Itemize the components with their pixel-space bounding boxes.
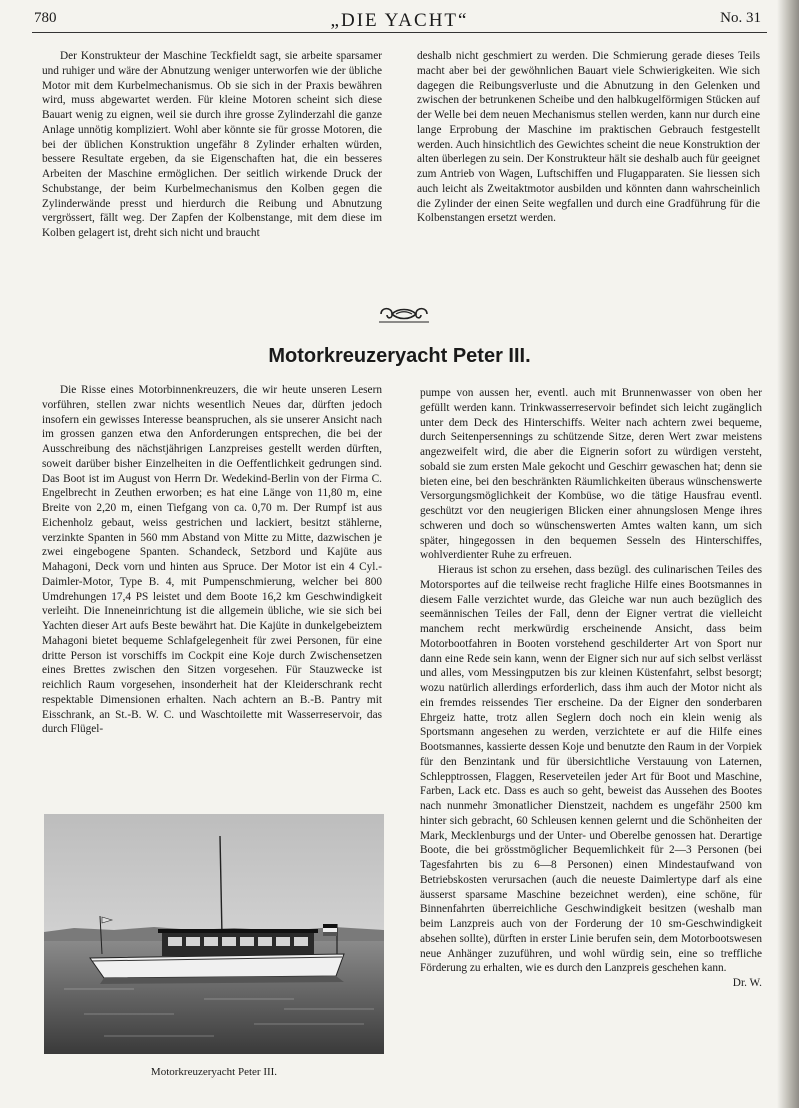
prev-article-left-column: [42, 49, 382, 241]
paragraph: Der Konstrukteur der Maschine Teckfieldt sagt, sie arbeite sparsamer und ruhiger und wäre der Abnutzung weniger unterworfen wie der übliche Motor mit dem Kurbelmechanismus. Ob sie sich in der Praxis bewähren wird, muss abgewartet werden. Für kleine Motoren scheint sich diese Bauart wenig zu eignen, weil sie durch ihre grosse Zylinderzahl die ganze Anlage unnötig kompliziert. Wohl aber könnte sie für grosse Motoren, die bei der üblichen Konstruktion ungefähr 8 Zylinder erhalten würden, bessere Resultate ergeben, da sie Eigenschaften hat, die ein besseres Arbeiten der Maschine ermöglichen. Der seitlich wirkende Druck der Schubstange, der beim Kurbelmechanismus den Kolben gegen die Zylinderwände presst und hierdurch die Reibung und Abnutzung vergrössert, fällt weg. Der Zapfen der Kolbenstange, mit dem diese im Kolben gelagert ist, dreht sich nicht und braucht: [42, 50, 382, 239]
article-left-column: [42, 383, 382, 737]
ornament-divider-icon: [378, 304, 430, 324]
paragraph: Hieraus ist schon zu ersehen, dass bezügl. des culinarischen Teiles des Motorsportes auf die teilweise recht fragliche Hilfe eines Bootsmannes in diesem Falle verzichtet wurde, das Gleiche war nun auch bezüglich des seemännischen Teiles der Fall, denn der Eigner vertrat die vielleicht manchem recht merkwürdig erscheinende Ansicht, dass beim Motorbootfahren in Booten vorstehend geschilderter Art von Sport nur dann eine Rede sein kann, wenn der Eigner sich nur auf sich selbst verlässt und alles, vom Messingputzen bis zur kleinen Küstenfahrt, selbst besorgt; wozu natürlich allerdings erforderlich, dass ihm auch der Motor nicht als ein fremdes reissendes Tier erscheine. Da der Eigner den sonderbaren Ehrgeiz hatte, trotz allen Seglern doch noch ein klein wenig als Sportsmann angesehen zu werden, verzichtete er auf die Hilfe eines Bootsmannes, kassierte dessen Koje und benutzte den Raum in der Vorpiek für den Benzintank und für übersichtliche Verstauung von Laternen, Schlepptrossen, Flaggen, Reserveteilen jeder Art für Boot und Maschine, Farben, Lack etc. Dass es auch so geht, beweist das Aussehen des Bootes nach nunmehr 3monatlicher Dienstzeit, nachdem es ungefähr 2500 km hinter sich gebracht, 60 Schleusen kennen gelernt und die Schönheiten der Mark, Mecklenburgs und der Unter- und Oberelbe genossen hat. Derartige Boote, die bei grösstmöglicher Bequemlichkeit für 2—3 Personen (bei Tagesfahrten bis zu 6—8 Personen) einen Mindestaufwand von Betriebskosten verursachen (auch die neueste Daimlertype darf als eine äusserst sparsame Maschine bezeichnet werden), eine schöne, für Binnenfahrten überreichliche Geschwindigkeit besitzen (weshalb man beim Lanzpreis auch von der Forderung der 10 sm-Geschwindigkeit absehen sollte), dürften in erster Linie berufen sein, dem Motorbootswesen neue Anhänger zuzuführen, und wohl würdig sein, eine so treffliche Förderung zu erhalten, wie es durch den Lanzpreis geschehen kann.: [420, 564, 762, 975]
header-rule: [32, 32, 767, 33]
prev-article-right-column: [417, 49, 760, 226]
author-signature: Dr. W.: [732, 977, 762, 989]
page-edge-shadow: [777, 0, 799, 1108]
paragraph: Die Risse eines Motorbinnenkreuzers, die wir heute unseren Lesern vorführen, stellen zwar nichts wesentlich Neues dar, dürften jedoch insofern ein gewisses Interesse beanspruchen, als sie unserer Ansicht nach im grossen ganzen etwa den Anforderungen entsprechen, die bei der Ausschreibung des nächstjährigen Lanzpreises gestellt werden dürften, soweit darüber bisher Einzelheiten in die Oeffentlichkeit gedrungen sind. Das Boot ist im August von Herrn Dr. Wedekind-Berlin von der Firma C. Engelbrecht in Zeuthen erworben; es hat eine Länge von 11,80 m, eine Breite von 2,20 m, einen Tiefgang von ca. 0,70 m. Der Rumpf ist aus Eichenholz gebaut, weiss gestrichen und lackiert, besitzt stählerne, verzinkte Spanten in 560 mm Abstand von Mitte zu Mitte, dazwischen je zwei eingebogene Spanten. Schandeck, Setzbord und Kajüte aus Mahagoni, Deck vorn und hinten aus Spruce. Der Motor ist ein 4 Cyl.-Daimler-Motor, Type B. 4, mit Pumpenschmierung, welcher bei 800 Umdrehungen 17,4 PS leistet und dem Boote 16,2 km Geschwindigkeit verleiht. Die Inneneinrichtung ist die allgemein übliche, wie sie sich bei Yachten dieser Art aufs Beste bewährt hat. Die Kajüte in dunkelgebeiztem Mahagoni bietet bequeme Schlafgelegenheit für zwei Personen, für eine dritte Person ist vorschiffs im Cockpit eine Koje durch Zwischensetzen eines Brettes zwischen den Sitzen vorgesehen. Für Stauzwecke ist reichlich Raum vorgesehen, insonderheit hat der Kleiderschrank recht respektable Dimensionen erhalten. Nach achtern an B.-B. Pantry mit Eisschrank, an St.-B. W. C. und Waschtoilette mit Wasserreservoir, das durch Flügel-: [42, 384, 382, 736]
photo-caption: Motorkreuzeryacht Peter III.: [150, 1066, 278, 1078]
article-right-column: [420, 386, 762, 991]
signature-line: [420, 976, 762, 991]
paragraph: deshalb nicht geschmiert zu werden. Die Schmierung gerade dieses Teils macht aber bei der gewöhnlichen Bauart viele Schwierigkeiten. Wie sich dagegen die Reibungsverluste und die Abnutzung in den Gelenken und zwischen der betrunkenen Scheibe und den halbkugelförmigen Stücken auf der Welle bei dem neuen Mechanismus stellen werden, kann nur durch eine lange Erprobung der Maschine im praktischen Gebrauch festgestellt werden. Auch hinsichtlich des Gewichtes scheint die neue Konstruktion der alten überlegen zu sein. Der Konstrukteur hält sie deshalb auch für geeignet zum Antrieb von Wagen, Luftschiffen und Flugapparaten. Sie liessen sich auch leicht als Zweitaktmotor ausbilden und könnten dann wahrscheinlich die Zylinder der einen Seite wegfallen und durch eine Gradführung für die Kolbenstangen ersetzt werden.: [417, 50, 760, 225]
journal-title: „DIE YACHT“: [330, 10, 469, 31]
issue-number: No. 31: [720, 10, 761, 26]
article-title: Motorkreuzeryacht Peter III.: [268, 345, 531, 367]
yacht-photo: [44, 814, 384, 1054]
paragraph: pumpe von aussen her, eventl. auch mit Brunnenwasser von oben her gefüllt werden kann. Trinkwasserreservoir befindet sich leicht zugänglich unter dem Deck des Hinterschiffs. Weiter nach achtern zwei bequeme, durch Seitenpersennings zu schützende Sitze, deren Wert zwar meistens angezweifelt wird, die aber die Eignerin sofort zu würdigen versteht, sobald sie zum ersten Male gekocht und Geschirr gewaschen hat; denn sie bieten eine, bei den beschränkten Räumlichkeiten überaus wünschenswerte Versorgungsmöglichkeit der Kombüse, wo die tätige Hausfrau eventl. geschützt vor den neugierigen Blicken einer ahnungslosen Menge ihres schweren und doch so wünschenswerten Amtes walten kann, um sich später, hingegossen in den bequemen Sesseln des Hinterschiffes, wohlverdienter Ruhe zu erfreuen.: [420, 387, 762, 562]
page-number: 780: [34, 10, 57, 26]
